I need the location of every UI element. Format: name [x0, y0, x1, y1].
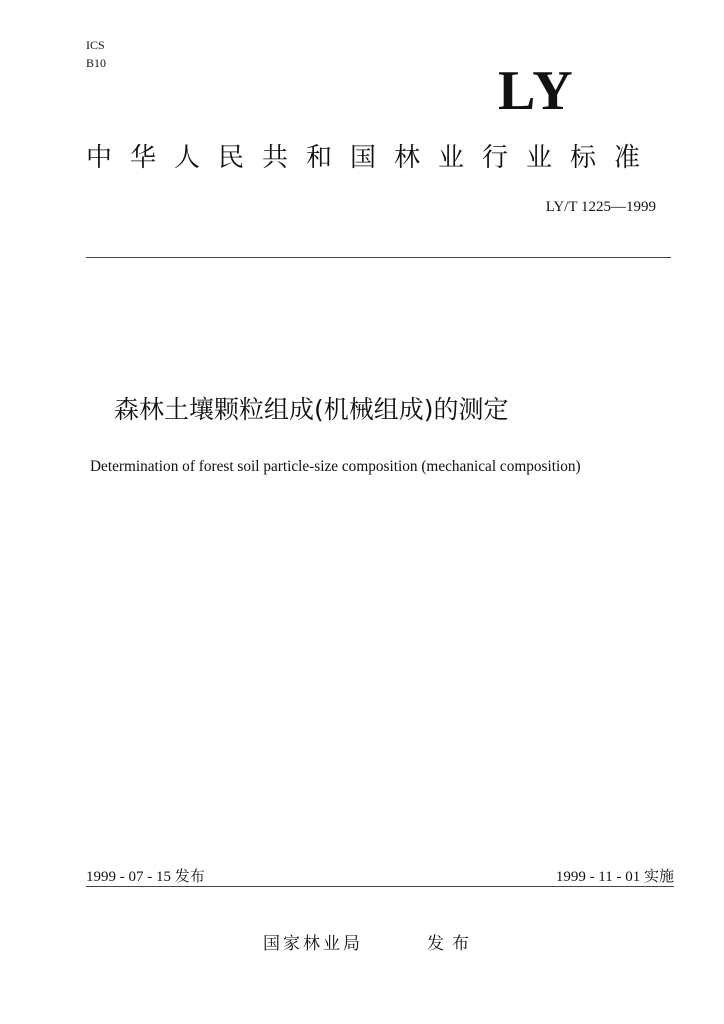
classification-code: B10: [86, 56, 107, 70]
document-title-english: Determination of forest soil particle-size composition (mechanical composition): [90, 458, 581, 475]
issue-date: 1999 - 07 - 15 发布: [86, 869, 205, 885]
issue-label: 发布: [427, 934, 477, 954]
ly-logo: LY: [498, 60, 575, 122]
ics-label: ICS: [86, 38, 105, 52]
standard-number: LY/T 1225—1999: [545, 199, 656, 215]
document-title-chinese: 森林土壤颗粒组成(机械组成)的测定: [114, 395, 509, 424]
ics-block: [86, 36, 106, 72]
footer-divider: [86, 886, 674, 887]
header-divider: [86, 257, 671, 258]
standard-category-title: 中华人民共和国林业行业标准: [86, 143, 659, 173]
effective-date: 1999 - 11 - 01 实施: [555, 869, 674, 885]
issuing-authority: 国家林业局: [263, 934, 363, 954]
